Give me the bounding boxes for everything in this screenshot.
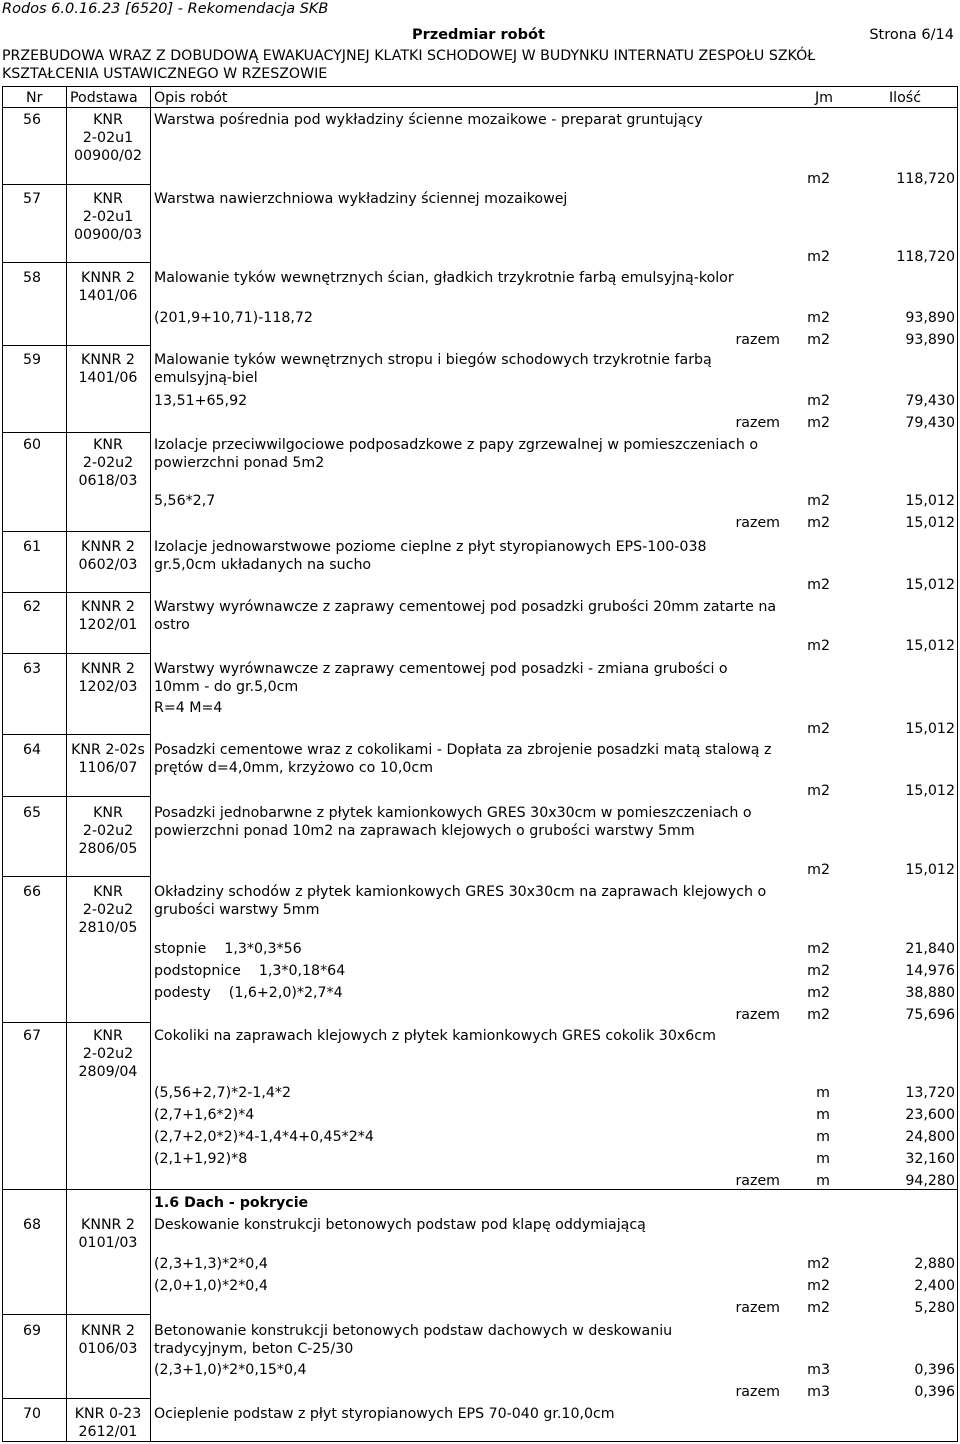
calculation-text: R=4 M=4 — [154, 700, 223, 716]
row-separator — [2, 876, 150, 877]
basis-line: 2809/04 — [78, 1064, 138, 1080]
basis-line: KNNR 2 — [81, 270, 135, 286]
basis-line: 2612/01 — [78, 1424, 138, 1440]
total-label: razem — [735, 1300, 780, 1316]
row-number: 56 — [23, 112, 42, 128]
basis-line: 2-02u2 — [82, 455, 134, 471]
table-top-border — [2, 86, 958, 87]
quantity-value: 118,720 — [896, 249, 955, 265]
quantity-value: 93,890 — [905, 332, 955, 348]
basis-line: 0106/03 — [78, 1341, 138, 1357]
basis-line: KNNR 2 — [81, 661, 135, 677]
total-label: razem — [735, 332, 780, 348]
calculation-text: (2,0+1,0)*2*0,4 — [154, 1278, 268, 1294]
row-number: 60 — [23, 437, 42, 453]
col-divider-podstawa — [150, 86, 151, 1442]
program-name: Rodos 6.0.16.23 [6520] - Rekomendacja SKB — [2, 1, 329, 17]
basis-line: 2-02u1 — [82, 130, 134, 146]
row-number: 70 — [23, 1406, 42, 1422]
row-number: 65 — [23, 805, 42, 821]
table-left-border — [2, 86, 3, 1442]
row-separator — [2, 1398, 150, 1399]
project-title-line1: PRZEBUDOWA WRAZ Z DOBUDOWĄ EWAKUACYJNEJ KLATKI SCHODOWEJ W BUDYNKU INTERNATU ZESPOŁU SZKÓŁ — [2, 48, 816, 64]
row-separator — [2, 734, 150, 735]
row-separator — [2, 345, 150, 346]
column-header-jm: Jm — [815, 90, 834, 106]
document-title: Przedmiar robót — [412, 27, 545, 43]
quantity-value: 38,880 — [905, 985, 955, 1001]
quantity-value: 79,430 — [905, 393, 955, 409]
row-number: 62 — [23, 599, 42, 615]
basis-line: 00900/02 — [74, 148, 142, 164]
total-label: razem — [735, 415, 780, 431]
quantity-value: 118,720 — [896, 171, 955, 187]
unit-value: m2 — [807, 963, 830, 979]
quantity-value: 23,600 — [905, 1107, 955, 1123]
work-description: Okładziny schodów z płytek kamionkowych GRES 30x30cm na zaprawach klejowych o grubości warstwy 5mm — [154, 884, 767, 918]
table-bottom-border — [2, 1441, 958, 1442]
page-number: Strona 6/14 — [869, 27, 954, 43]
basis-line: KNR 2-02s — [71, 742, 145, 758]
unit-value: m2 — [807, 332, 830, 348]
basis-line: KNNR 2 — [81, 539, 135, 555]
quantity-value: 0,396 — [914, 1384, 955, 1400]
quantity-value: 15,012 — [905, 515, 955, 531]
work-description: Malowanie tyków wewnętrznych ścian, gładkich trzykrotnie farbą emulsyjną-kolor — [154, 270, 734, 286]
work-description: Warstwy wyrównawcze z zaprawy cementowej pod posadzki grubości 20mm zatarte na ostro — [154, 599, 777, 633]
basis-line: 0602/03 — [78, 557, 138, 573]
basis-line: 2-02u1 — [82, 209, 134, 225]
row-number: 64 — [23, 742, 42, 758]
calculation-text: 13,51+65,92 — [154, 393, 248, 409]
work-description: Cokoliki na zaprawach klejowych z płytek kamionkowych GRES cokolik 30x6cm — [154, 1028, 716, 1044]
unit-value: m2 — [807, 1300, 830, 1316]
unit-value: m2 — [807, 1007, 830, 1023]
row-number: 66 — [23, 884, 42, 900]
basis-line: KNR 0-23 — [74, 1406, 142, 1422]
calculation-text: (2,7+2,0*2)*4-1,4*4+0,45*2*4 — [154, 1129, 374, 1145]
calculation-text: (2,3+1,0)*2*0,15*0,4 — [154, 1362, 307, 1378]
unit-value: m2 — [807, 1256, 830, 1272]
unit-value: m — [816, 1173, 830, 1189]
work-description: Posadzki jednobarwne z płytek kamionkowych GRES 30x30cm w pomieszczeniach o powierzchni ponad 10m2 na zaprawach klejowych o grubości warstwy 5mm — [154, 805, 752, 839]
row-separator — [2, 592, 150, 593]
basis-line: 1401/06 — [78, 288, 138, 304]
unit-value: m — [816, 1151, 830, 1167]
unit-value: m2 — [807, 721, 830, 737]
row-number: 57 — [23, 191, 42, 207]
unit-value: m2 — [807, 577, 830, 593]
unit-value: m3 — [807, 1384, 830, 1400]
work-description: Warstwa pośrednia pod wykładziny ścienne mozaikowe - preparat gruntujący — [154, 112, 703, 128]
basis-line: 2-02u2 — [82, 902, 134, 918]
column-header-ilosc: Ilość — [889, 90, 921, 106]
unit-value: m — [816, 1129, 830, 1145]
row-number: 69 — [23, 1323, 42, 1339]
unit-value: m3 — [807, 1362, 830, 1378]
project-title-line2: KSZTAŁCENIA USTAWICZNEGO W RZESZOWIE — [2, 66, 328, 82]
basis-line: 2810/05 — [78, 920, 138, 936]
quantity-value: 93,890 — [905, 310, 955, 326]
calculation-text: (2,3+1,3)*2*0,4 — [154, 1256, 268, 1272]
column-header-opis: Opis robót — [154, 90, 228, 106]
calculation-text: (5,56+2,7)*2-1,4*2 — [154, 1085, 292, 1101]
unit-value: m2 — [807, 515, 830, 531]
calculation-text: (201,9+10,71)-118,72 — [154, 310, 313, 326]
unit-value: m2 — [807, 310, 830, 326]
calculation-text: 5,56*2,7 — [154, 493, 216, 509]
quantity-value: 2,880 — [914, 1256, 955, 1272]
basis-line: 0101/03 — [78, 1235, 138, 1251]
quantity-value: 2,400 — [914, 1278, 955, 1294]
row-separator — [2, 1314, 150, 1315]
row-number: 68 — [23, 1217, 42, 1233]
quantity-value: 15,012 — [905, 721, 955, 737]
work-description: Warstwa nawierzchniowa wykładziny ściennej mozaikowej — [154, 191, 568, 207]
quantity-value: 79,430 — [905, 415, 955, 431]
unit-value: m2 — [807, 638, 830, 654]
quantity-value: 75,696 — [905, 1007, 955, 1023]
quantity-value: 15,012 — [905, 783, 955, 799]
row-separator — [2, 432, 150, 433]
column-header-podstawa: Podstawa — [70, 90, 138, 106]
quantity-value: 15,012 — [905, 638, 955, 654]
basis-line: KNNR 2 — [81, 1323, 135, 1339]
column-header-nr: Nr — [26, 90, 43, 106]
quantity-value: 15,012 — [905, 577, 955, 593]
basis-line: KNNR 2 — [81, 352, 135, 368]
work-description: Malowanie tyków wewnętrznych stropu i biegów schodowych trzykrotnie farbą emulsyjną-biel — [154, 352, 712, 386]
section-heading: 1.6 Dach - pokrycie — [154, 1195, 309, 1211]
basis-line: KNR — [93, 191, 123, 207]
unit-value: m2 — [807, 985, 830, 1001]
quantity-value: 15,012 — [905, 493, 955, 509]
unit-value: m — [816, 1085, 830, 1101]
row-separator — [2, 262, 150, 263]
unit-value: m2 — [807, 1278, 830, 1294]
row-number: 58 — [23, 270, 42, 286]
basis-line: KNR — [93, 805, 123, 821]
unit-value: m2 — [807, 171, 830, 187]
work-description: Posadzki cementowe wraz z cokolikami - Dopłata za zbrojenie posadzki matą stalową z prętów d=4,0mm, krzyżowo co 10,0cm — [154, 742, 772, 776]
calculation-text: (2,1+1,92)*8 — [154, 1151, 248, 1167]
total-label: razem — [735, 1173, 780, 1189]
work-description: Izolacje jednowarstwowe poziome cieplne z płyt styropianowych EPS-100-038 gr.5,0cm układanych na sucho — [154, 539, 707, 573]
quantity-value: 14,976 — [905, 963, 955, 979]
quantity-value: 21,840 — [905, 941, 955, 957]
unit-value: m2 — [807, 393, 830, 409]
quantity-value: 15,012 — [905, 862, 955, 878]
basis-line: 1401/06 — [78, 370, 138, 386]
basis-line: 2806/05 — [78, 841, 138, 857]
calculation-text: stopnie 1,3*0,3*56 — [154, 941, 302, 957]
calculation-text: podesty (1,6+2,0)*2,7*4 — [154, 985, 343, 1001]
work-description: Betonowanie konstrukcji betonowych podstaw dachowych w deskowaniu tradycyjnym, beton C-25/30 — [154, 1323, 673, 1357]
basis-line: 1202/03 — [78, 679, 138, 695]
quantity-value: 0,396 — [914, 1362, 955, 1378]
row-number: 61 — [23, 539, 42, 555]
table-header-border — [2, 107, 958, 108]
unit-value: m2 — [807, 493, 830, 509]
quantity-value: 24,800 — [905, 1129, 955, 1145]
unit-value: m2 — [807, 249, 830, 265]
basis-line: 2-02u2 — [82, 823, 134, 839]
calculation-text: (2,7+1,6*2)*4 — [154, 1107, 255, 1123]
row-separator — [2, 653, 150, 654]
unit-value: m2 — [807, 862, 830, 878]
basis-line: 2-02u2 — [82, 1046, 134, 1062]
row-separator — [2, 796, 150, 797]
work-description: Warstwy wyrównawcze z zaprawy cementowej pod posadzki - zmiana grubości o 10mm - do gr.5,0cm — [154, 661, 728, 695]
quantity-value: 5,280 — [914, 1300, 955, 1316]
basis-line: 1106/07 — [78, 760, 138, 776]
unit-value: m2 — [807, 941, 830, 957]
unit-value: m2 — [807, 415, 830, 431]
quantity-value: 32,160 — [905, 1151, 955, 1167]
row-separator — [2, 184, 150, 185]
work-description: Deskowanie konstrukcji betonowych podstaw pod klapę oddymiającą — [154, 1217, 646, 1233]
row-number: 63 — [23, 661, 42, 677]
basis-line: 1202/01 — [78, 617, 138, 633]
total-label: razem — [735, 515, 780, 531]
basis-line: 00900/03 — [74, 227, 142, 243]
basis-line: KNR — [93, 112, 123, 128]
work-description: Izolacje przeciwwilgociowe podposadzkowe z papy zgrzewalnej w pomieszczeniach o powierzchni ponad 5m2 — [154, 437, 759, 471]
total-label: razem — [735, 1384, 780, 1400]
calculation-text: podstopnice 1,3*0,18*64 — [154, 963, 346, 979]
quantity-value: 13,720 — [905, 1085, 955, 1101]
unit-value: m — [816, 1107, 830, 1123]
basis-line: KNR — [93, 1028, 123, 1044]
row-separator — [2, 1022, 150, 1023]
work-description: Ocieplenie podstaw z płyt styropianowych EPS 70-040 gr.10,0cm — [154, 1406, 615, 1422]
row-separator — [2, 531, 150, 532]
quantity-value: 94,280 — [905, 1173, 955, 1189]
unit-value: m2 — [807, 783, 830, 799]
basis-line: KNR — [93, 437, 123, 453]
basis-line: KNNR 2 — [81, 599, 135, 615]
row-number: 59 — [23, 352, 42, 368]
total-label: razem — [735, 1007, 780, 1023]
basis-line: KNNR 2 — [81, 1217, 135, 1233]
basis-line: 0618/03 — [78, 473, 138, 489]
table-right-border — [957, 86, 958, 1442]
row-number: 67 — [23, 1028, 42, 1044]
basis-line: KNR — [93, 884, 123, 900]
